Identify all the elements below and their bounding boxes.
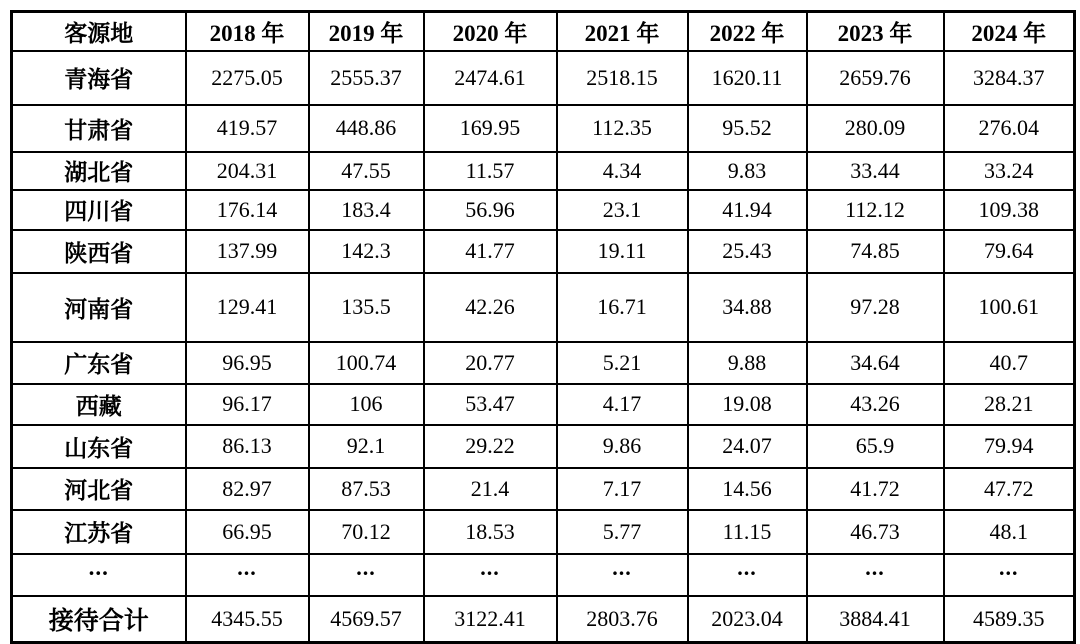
table-cell: 82.97: [186, 468, 309, 510]
table-cell: 33.24: [944, 152, 1075, 190]
table-cell: 169.95: [424, 105, 557, 152]
total-cell: 4589.35: [944, 596, 1075, 643]
table-row: [12, 384, 1075, 425]
column-header-2024: 2024 年: [944, 12, 1075, 51]
table-row: [12, 468, 1075, 510]
table-cell: 112.12: [807, 190, 944, 230]
table-cell: 23.1: [557, 190, 688, 230]
table-cell: 21.4: [424, 468, 557, 510]
column-header-2023: 2023 年: [807, 12, 944, 51]
table-cell: 53.47: [424, 384, 557, 425]
table-cell: 18.53: [424, 510, 557, 554]
table-cell: 24.07: [688, 425, 807, 468]
row-label: ...: [12, 554, 186, 596]
table-cell: 2518.15: [557, 51, 688, 105]
table-cell: 183.4: [309, 190, 424, 230]
table-cell: 19.08: [688, 384, 807, 425]
table-row: [12, 230, 1075, 273]
table-cell: 33.44: [807, 152, 944, 190]
tourist-source-table: [10, 10, 1076, 644]
total-cell: 4569.57: [309, 596, 424, 643]
table-cell: 2659.76: [807, 51, 944, 105]
table-cell: 34.64: [807, 342, 944, 384]
table-cell: 7.17: [557, 468, 688, 510]
table-cell: 65.9: [807, 425, 944, 468]
table-cell: 109.38: [944, 190, 1075, 230]
table-row: [12, 190, 1075, 230]
table-cell: 96.95: [186, 342, 309, 384]
table-cell: 79.94: [944, 425, 1075, 468]
table-cell: 11.57: [424, 152, 557, 190]
table-cell: 95.52: [688, 105, 807, 152]
table-cell: 48.1: [944, 510, 1075, 554]
table-cell: 276.04: [944, 105, 1075, 152]
table-cell: 25.43: [688, 230, 807, 273]
table-cell: 46.73: [807, 510, 944, 554]
row-label: 四川省: [12, 190, 186, 230]
table-cell: 176.14: [186, 190, 309, 230]
total-cell: 3122.41: [424, 596, 557, 643]
table-cell: 86.13: [186, 425, 309, 468]
table-cell: 56.96: [424, 190, 557, 230]
total-cell: 4345.55: [186, 596, 309, 643]
table-cell: 70.12: [309, 510, 424, 554]
table-cell: 2555.37: [309, 51, 424, 105]
table-cell: 142.3: [309, 230, 424, 273]
table-cell: 41.77: [424, 230, 557, 273]
table-cell: 3284.37: [944, 51, 1075, 105]
table-row: [12, 510, 1075, 554]
table-cell: 280.09: [807, 105, 944, 152]
table-cell: 100.61: [944, 273, 1075, 342]
table-cell: 106: [309, 384, 424, 425]
total-cell: 2803.76: [557, 596, 688, 643]
row-label: 陕西省: [12, 230, 186, 273]
table-cell: 29.22: [424, 425, 557, 468]
table-cell: 137.99: [186, 230, 309, 273]
table-cell: 4.34: [557, 152, 688, 190]
table-cell: 96.17: [186, 384, 309, 425]
table-cell: 92.1: [309, 425, 424, 468]
table-cell: 42.26: [424, 273, 557, 342]
table-cell: 5.77: [557, 510, 688, 554]
table-cell: 448.86: [309, 105, 424, 152]
table-row: [12, 152, 1075, 190]
table-row: [12, 425, 1075, 468]
table-cell: 419.57: [186, 105, 309, 152]
table-cell: ...: [944, 554, 1075, 596]
table-cell: 97.28: [807, 273, 944, 342]
table-cell: ...: [807, 554, 944, 596]
ellipsis-row: [12, 554, 1075, 596]
table-cell: 34.88: [688, 273, 807, 342]
table-cell: ...: [688, 554, 807, 596]
table-cell: 41.94: [688, 190, 807, 230]
table-cell: ...: [309, 554, 424, 596]
total-label: 接待合计: [12, 596, 186, 643]
table-row: [12, 342, 1075, 384]
table-cell: ...: [557, 554, 688, 596]
row-label: 河南省: [12, 273, 186, 342]
table-cell: 9.83: [688, 152, 807, 190]
table-cell: 135.5: [309, 273, 424, 342]
column-header-2018: 2018 年: [186, 12, 309, 51]
table-cell: 9.88: [688, 342, 807, 384]
table-cell: 100.74: [309, 342, 424, 384]
column-header-source: 客源地: [12, 12, 186, 51]
table-row: [12, 105, 1075, 152]
column-header-2019: 2019 年: [309, 12, 424, 51]
table-cell: 9.86: [557, 425, 688, 468]
total-cell: 3884.41: [807, 596, 944, 643]
table-cell: 74.85: [807, 230, 944, 273]
table-cell: 87.53: [309, 468, 424, 510]
table-cell: 66.95: [186, 510, 309, 554]
column-header-2022: 2022 年: [688, 12, 807, 51]
table-cell: ...: [424, 554, 557, 596]
table-cell: 40.7: [944, 342, 1075, 384]
table-cell: ...: [186, 554, 309, 596]
row-label: 山东省: [12, 425, 186, 468]
table-cell: 204.31: [186, 152, 309, 190]
table-cell: 20.77: [424, 342, 557, 384]
row-label: 西藏: [12, 384, 186, 425]
row-label: 广东省: [12, 342, 186, 384]
table-cell: 14.56: [688, 468, 807, 510]
table-cell: 41.72: [807, 468, 944, 510]
total-row: [12, 596, 1075, 643]
table-row: [12, 273, 1075, 342]
table-cell: 129.41: [186, 273, 309, 342]
row-label: 甘肃省: [12, 105, 186, 152]
table-cell: 47.72: [944, 468, 1075, 510]
table-cell: 4.17: [557, 384, 688, 425]
table-cell: 2474.61: [424, 51, 557, 105]
row-label: 湖北省: [12, 152, 186, 190]
table-cell: 43.26: [807, 384, 944, 425]
total-cell: 2023.04: [688, 596, 807, 643]
header-row: [12, 12, 1075, 51]
table-row: [12, 51, 1075, 105]
column-header-2021: 2021 年: [557, 12, 688, 51]
row-label: 江苏省: [12, 510, 186, 554]
table-cell: 47.55: [309, 152, 424, 190]
table-cell: 19.11: [557, 230, 688, 273]
table-cell: 11.15: [688, 510, 807, 554]
row-label: 河北省: [12, 468, 186, 510]
table-cell: 79.64: [944, 230, 1075, 273]
table-cell: 112.35: [557, 105, 688, 152]
table-cell: 2275.05: [186, 51, 309, 105]
table-cell: 1620.11: [688, 51, 807, 105]
column-header-2020: 2020 年: [424, 12, 557, 51]
row-label: 青海省: [12, 51, 186, 105]
table-cell: 5.21: [557, 342, 688, 384]
table-cell: 16.71: [557, 273, 688, 342]
table-cell: 28.21: [944, 384, 1075, 425]
